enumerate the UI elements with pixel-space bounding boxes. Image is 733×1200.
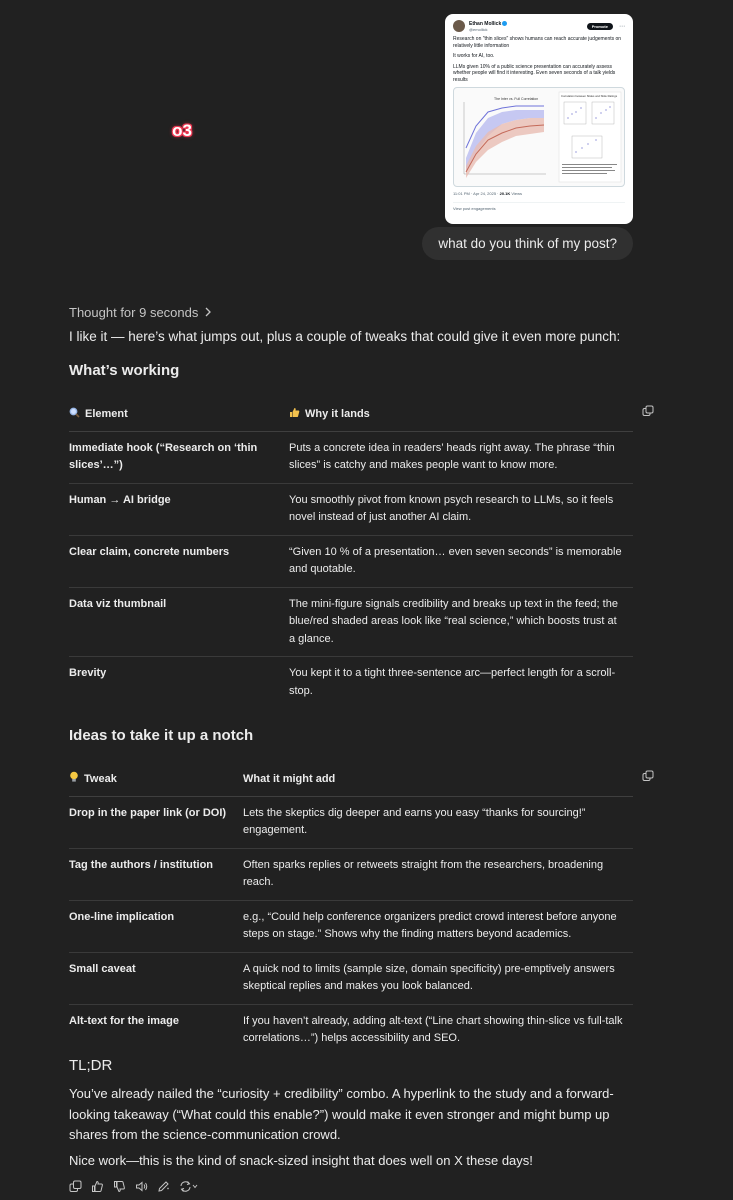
section-heading-working: What’s working (69, 362, 180, 379)
row-key: Clear claim, concrete numbers (69, 535, 289, 587)
copy-table-icon[interactable] (642, 404, 654, 416)
figure-right-title: Correlation between Slides and Slide Ratings (561, 94, 618, 98)
user-message: what do you think of my post? (422, 227, 633, 260)
table-row (69, 1004, 633, 1056)
section-heading-ideas: Ideas to take it up a notch (69, 727, 254, 744)
message-actions (69, 1180, 199, 1193)
table-row (69, 900, 633, 952)
thumbs-down-icon[interactable] (113, 1180, 126, 1193)
copy-icon[interactable] (69, 1180, 82, 1193)
promote-button: Promote (587, 23, 613, 30)
row-value: Puts a concrete idea in readers’ heads right away. The phrase “thin slices” is catchy and makes people want to know more. (289, 431, 633, 483)
post-views-label: Views (510, 191, 523, 196)
post-text-3: LLMs given 10% of a public science presentation can accurately assess whether people will find it interesting. Even seven seconds of a talk yields results (453, 63, 616, 83)
row-key: Human → AI bridge (69, 483, 289, 535)
edit-icon[interactable] (157, 1180, 170, 1193)
working-table (69, 397, 633, 708)
model-badge: o3 (172, 121, 192, 140)
chevron-right-icon (204, 305, 212, 320)
tldr-paragraph: You’ve already nailed the “curiosity + credibility” combo. A hyperlink to the study and a forward-looking takeaway (“What could this enable?”) would make it even stronger and might bump up shares from the science-communication crowd. (69, 1086, 614, 1142)
post-engagements-link: View post engagements (453, 202, 625, 211)
post-meta (453, 191, 625, 196)
col-header-why: Why it lands (305, 407, 370, 420)
read-aloud-icon[interactable] (135, 1180, 148, 1193)
more-options-icon: ⋯ (619, 23, 625, 30)
avatar (453, 20, 465, 32)
row-value: Often sparks replies or retweets straight from the researchers, broadening reach. (243, 848, 633, 900)
closing-paragraph: Nice work—this is the kind of snack-sized insight that does well on X these days! (69, 1153, 533, 1168)
row-value: You smoothly pivot from known psych research to LLMs, so it feels novel instead of just another AI claim. (289, 483, 633, 535)
table-row (69, 483, 633, 535)
table-row (69, 431, 633, 483)
attached-post-image[interactable] (445, 14, 633, 224)
row-value: You kept it to a tight three-sentence arc—perfect length for a scroll-stop. (289, 667, 616, 697)
regenerate-icon[interactable] (179, 1180, 199, 1193)
ideas-table (69, 762, 633, 1056)
post-author-name: Ethan Mollick (469, 20, 502, 27)
response-intro: I like it — here’s what jumps out, plus a couple of tweaks that could give it even more punch: (69, 329, 621, 344)
table-row (69, 952, 633, 1004)
row-key: Tag the authors / institution (69, 848, 243, 900)
table-row (69, 848, 633, 900)
row-value: e.g., “Could help conference organizers predict crowd interest before anyone steps on stage.” Shows why the finding matters beyond academics. (243, 900, 633, 952)
thumbs-up-icon (289, 407, 300, 421)
row-value: Lets the skeptics dig deeper and earns you easy “thanks for sourcing!” engagement. (243, 796, 633, 848)
row-key: Data viz thumbnail (69, 587, 289, 657)
thought-label: Thought for 9 seconds (69, 305, 199, 320)
post-figure-svg (454, 88, 624, 186)
col-header-element: Element (85, 407, 128, 420)
post-views: 20.1K (499, 191, 511, 196)
lightbulb-icon (69, 771, 79, 786)
row-value: The mini-figure signals credibility and breaks up text in the feed; the blue/red shaded areas look like “real science,” which boosts trust at a glance. (289, 587, 633, 657)
magnifier-icon (69, 407, 80, 421)
verified-badge-icon (502, 21, 507, 26)
row-key: Drop in the paper link (or DOI) (69, 796, 243, 848)
table-row (69, 587, 633, 657)
row-key: Small caveat (69, 952, 243, 1004)
post-text-1: Research on "thin slices" shows humans can reach accurate judgements on relatively little information (453, 36, 622, 49)
tldr-heading: TL;DR (69, 1057, 113, 1074)
row-key: Immediate hook (“Research on ‘thin slices’…”) (69, 431, 289, 483)
post-author-handle: @emollick (469, 26, 488, 32)
figure-left-title: The Inter vs. Full Correlation (494, 97, 539, 101)
table-row (69, 796, 633, 848)
post-figure (453, 87, 625, 187)
row-value: “Given 10 % of a presentation… even seven seconds” is memorable and quotable. (289, 535, 633, 587)
post-header (453, 20, 625, 32)
copy-table-icon[interactable] (642, 769, 654, 781)
table-row (69, 657, 633, 709)
post-text-2: It works for AI, too. (453, 53, 495, 59)
table-row (69, 535, 633, 587)
row-key: Brevity (69, 667, 107, 679)
row-value: If you haven’t already, adding alt-text (“Line chart showing thin-slice vs full-talk correlations…”) helps accessibility and SEO. (243, 1014, 623, 1044)
row-key: Alt-text for the image (69, 1014, 180, 1027)
post-timestamp: 11:01 PM · Apr 24, 2025 · (453, 191, 500, 196)
thumbs-up-icon[interactable] (91, 1180, 104, 1193)
col-header-tweak: Tweak (84, 772, 117, 785)
thought-toggle[interactable] (69, 305, 212, 320)
col-header-add: What it might add (243, 772, 336, 785)
row-value: A quick nod to limits (sample size, domain specificity) pre-emptively answers skeptical replies and makes you look balanced. (243, 952, 633, 1004)
row-key: One-line implication (69, 900, 243, 952)
